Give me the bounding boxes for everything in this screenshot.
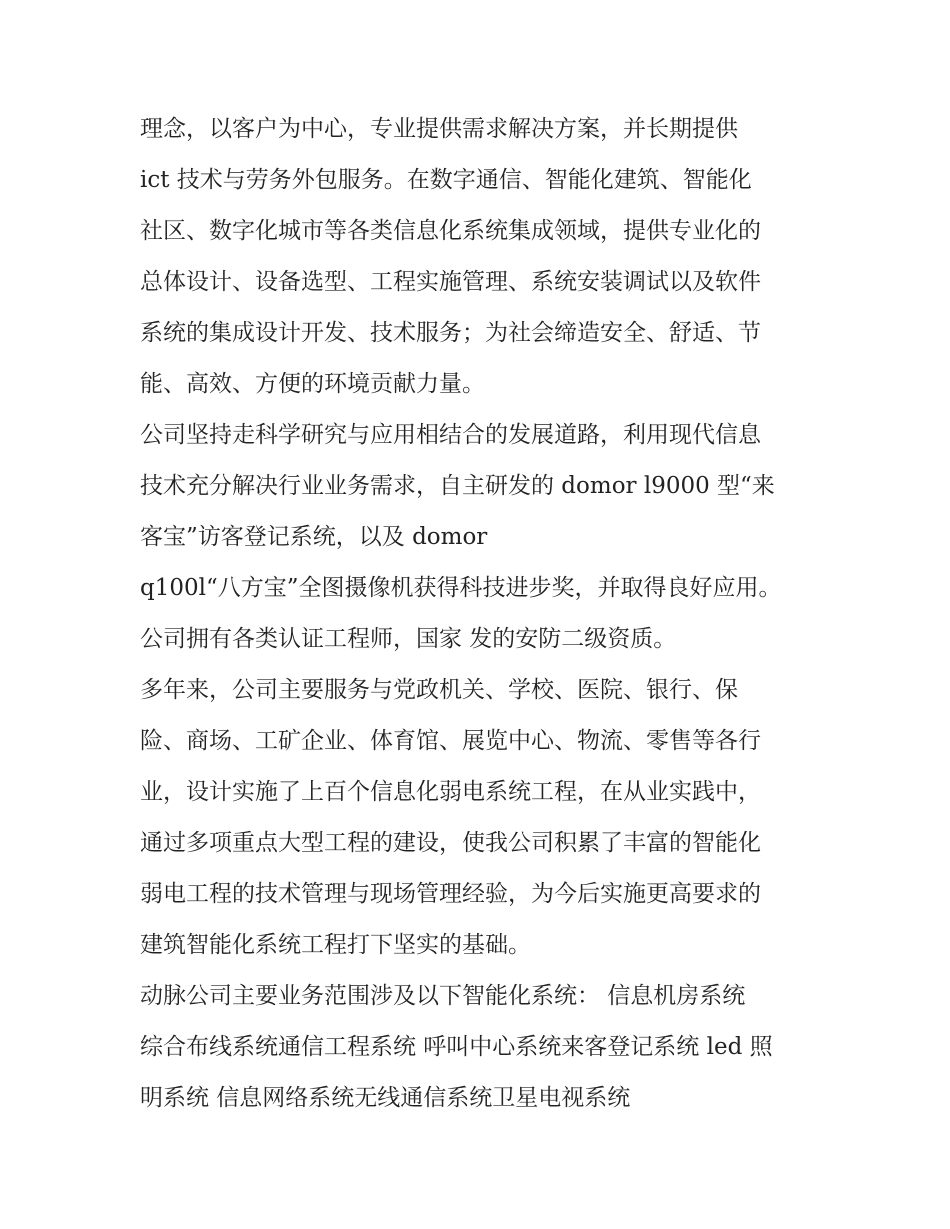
text-line: 理念，以客户为中心，专业提供需求解决方案，并长期提供 <box>140 116 738 142</box>
text-line: 业，设计实施了上百个信息化弱电系统工程，在从业实践中， <box>140 779 761 805</box>
paragraph-company-philosophy <box>140 104 820 410</box>
text-line: 明系统 信息网络系统无线通信系统卫星电视系统 <box>140 1085 631 1111</box>
text-line: q100l“八方宝”全图摄像机获得科技进步奖，并取得良好应用。 <box>140 575 782 601</box>
text-line: 弱电工程的技术管理与现场管理经验，为今后实施更高要求的 <box>140 881 761 907</box>
text-line: 客宝”访客登记系统，以及 domor <box>140 524 488 550</box>
text-line: 综合布线系统通信工程系统 呼叫中心系统来客登记系统 led 照 <box>140 1034 773 1060</box>
paragraph-business-scope <box>140 971 820 1124</box>
text-line: 动脉公司主要业务范围涉及以下智能化系统： 信息机房系统 <box>140 983 746 1009</box>
text-line: 多年来，公司主要服务与党政机关、学校、医院、银行、保 <box>140 677 738 703</box>
text-line: 公司坚持走科学研究与应用相结合的发展道路，利用现代信息 <box>140 422 761 448</box>
paragraph-service-history <box>140 665 820 971</box>
text-line: ict 技术与劳务外包服务。在数字通信、智能化建筑、智能化 <box>140 167 752 193</box>
text-line: 总体设计、设备选型、工程实施管理、系统安装调试以及软件 <box>140 269 761 295</box>
text-line: 社区、数字化城市等各类信息化系统集成领域，提供专业化的 <box>140 218 761 244</box>
text-line: 系统的集成设计开发、技术服务；为社会缔造安全、舒适、节 <box>140 320 761 346</box>
text-line: 公司拥有各类认证工程师，国家 发的安防二级资质。 <box>140 626 677 652</box>
text-line: 技术充分解决行业业务需求，自主研发的 domor l9000 型“来 <box>140 473 775 499</box>
text-line: 险、商场、工矿企业、体育馆、展览中心、物流、零售等各行 <box>140 728 761 754</box>
text-line: 能、高效、方便的环境贡献力量。 <box>140 371 485 397</box>
text-line: 通过多项重点大型工程的建设，使我公司积累了丰富的智能化 <box>140 830 761 856</box>
document-body <box>140 104 820 1124</box>
paragraph-research-development <box>140 410 820 665</box>
text-line: 建筑智能化系统工程打下坚实的基础。 <box>140 932 531 958</box>
